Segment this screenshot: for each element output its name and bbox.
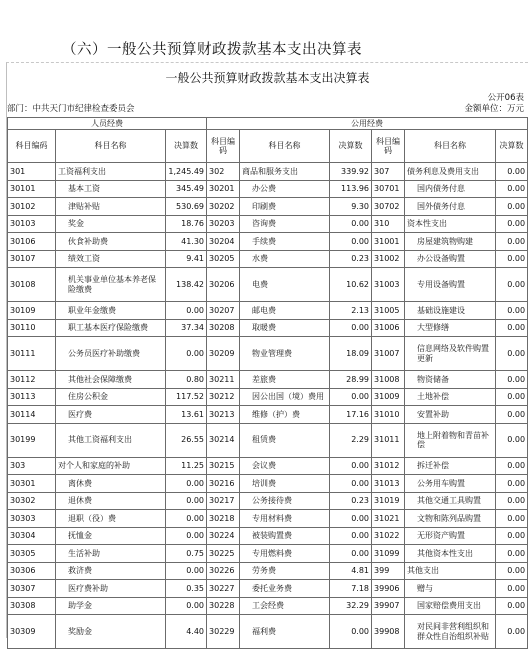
- cell-code: 30218: [207, 510, 240, 528]
- cell-amount: 345.49: [166, 180, 207, 198]
- cell-name: 奖金: [56, 215, 166, 233]
- cell-amount: 18.76: [166, 215, 207, 233]
- table-row: [8, 388, 528, 406]
- cell-name: 因公出国（境）费用: [240, 388, 330, 406]
- cell-amount: 0.00: [166, 302, 207, 320]
- cell-amount: 0.00: [166, 527, 207, 545]
- cell-name: 培训费: [240, 475, 330, 493]
- cell-code: 31013: [372, 475, 405, 493]
- cell-name: 住房公积金: [56, 388, 166, 406]
- cell-amount: 0.00: [496, 198, 528, 216]
- cell-code: 30214: [207, 423, 240, 457]
- cell-code: 30202: [207, 198, 240, 216]
- cell-code: 31002: [372, 250, 405, 268]
- cell-code: 30205: [207, 250, 240, 268]
- cell-amount: 10.62: [330, 268, 372, 302]
- cell-amount: 0.00: [496, 475, 528, 493]
- cell-name: 邮电费: [240, 302, 330, 320]
- cell-amount: 9.41: [166, 250, 207, 268]
- cell-amount: 0.00: [330, 615, 372, 649]
- cell-name: 印刷费: [240, 198, 330, 216]
- table-row: [8, 337, 528, 371]
- table-row: [8, 615, 528, 649]
- cell-amount: 0.00: [330, 233, 372, 251]
- cell-amount: 1,245.49: [166, 163, 207, 181]
- cell-amount: 18.09: [330, 337, 372, 371]
- cell-amount: 0.80: [166, 371, 207, 389]
- cell-code: 30226: [207, 562, 240, 580]
- cell-amount: 0.00: [330, 457, 372, 475]
- cell-amount: 37.34: [166, 319, 207, 337]
- table-row: [8, 492, 528, 510]
- cell-name: 公务员医疗补助缴费: [56, 337, 166, 371]
- cell-amount: 13.61: [166, 406, 207, 424]
- table-row: [8, 198, 528, 216]
- cell-name: 地上附着物和青苗补偿: [405, 423, 496, 457]
- cell-code: 30206: [207, 268, 240, 302]
- cell-name: 会议费: [240, 457, 330, 475]
- cell-name: 机关事业单位基本养老保险缴费: [56, 268, 166, 302]
- cell-name: 抚恤金: [56, 527, 166, 545]
- cell-code: 31011: [372, 423, 405, 457]
- cell-code: 30212: [207, 388, 240, 406]
- cell-code: 399: [372, 562, 405, 580]
- cell-name: 信息网络及软件购置更新: [405, 337, 496, 371]
- cell-name: 助学金: [56, 597, 166, 615]
- cell-code: 30701: [372, 180, 405, 198]
- cell-amount: 0.00: [166, 337, 207, 371]
- cell-amount: 41.30: [166, 233, 207, 251]
- cell-amount: 0.00: [166, 475, 207, 493]
- cell-code: 30225: [207, 545, 240, 563]
- cell-code: 30217: [207, 492, 240, 510]
- cell-code: 30308: [8, 597, 56, 615]
- cell-amount: 0.00: [330, 215, 372, 233]
- cell-code: 31001: [372, 233, 405, 251]
- cell-amount: 0.00: [496, 580, 528, 598]
- cell-name: 其他社会保障缴费: [56, 371, 166, 389]
- cell-code: 31021: [372, 510, 405, 528]
- cell-code: 303: [8, 457, 56, 475]
- cell-code: 301: [8, 163, 56, 181]
- cell-code: 30228: [207, 597, 240, 615]
- cell-name: 资本性支出: [405, 215, 496, 233]
- cell-code: 30110: [8, 319, 56, 337]
- cell-code: 30101: [8, 180, 56, 198]
- form-number: 公开06表: [487, 93, 524, 103]
- cell-name: 伙食补助费: [56, 233, 166, 251]
- cell-name: 劳务费: [240, 562, 330, 580]
- cell-amount: 0.00: [496, 250, 528, 268]
- col-code: 科目编码: [207, 130, 240, 163]
- cell-code: 30229: [207, 615, 240, 649]
- cell-code: 30215: [207, 457, 240, 475]
- table-row: [8, 527, 528, 545]
- cell-amount: 0.00: [496, 492, 528, 510]
- cell-name: 工会经费: [240, 597, 330, 615]
- cell-code: 30213: [207, 406, 240, 424]
- cell-amount: 0.00: [496, 268, 528, 302]
- cell-amount: 0.00: [496, 406, 528, 424]
- cell-code: 30201: [207, 180, 240, 198]
- cell-name: 绩效工资: [56, 250, 166, 268]
- cell-name: 维修（护）费: [240, 406, 330, 424]
- cell-name: 安置补助: [405, 406, 496, 424]
- cell-amount: 113.96: [330, 180, 372, 198]
- cell-code: 30307: [8, 580, 56, 598]
- cell-amount: 4.40: [166, 615, 207, 649]
- cell-name: 医疗费: [56, 406, 166, 424]
- cell-name: 其他交通工具购置: [405, 492, 496, 510]
- cell-name: 国内债务付息: [405, 180, 496, 198]
- cell-code: 39906: [372, 580, 405, 598]
- page-heading: （六）一般公共预算财政拨款基本支出决算表: [62, 42, 362, 58]
- col-code: 科目编码: [8, 130, 56, 163]
- sheet-title: 一般公共预算财政拨款基本支出决算表: [165, 71, 370, 85]
- cell-code: 30107: [8, 250, 56, 268]
- cell-amount: 0.00: [496, 302, 528, 320]
- cell-name: 救济费: [56, 562, 166, 580]
- cell-name: 差旅费: [240, 371, 330, 389]
- col-amount: 决算数: [330, 130, 372, 163]
- cell-amount: 0.00: [166, 492, 207, 510]
- cell-amount: 0.00: [330, 527, 372, 545]
- cell-name: 退职（役）费: [56, 510, 166, 528]
- cell-code: 31019: [372, 492, 405, 510]
- cell-name: 退休费: [56, 492, 166, 510]
- cell-amount: 0.23: [330, 250, 372, 268]
- cell-code: 30301: [8, 475, 56, 493]
- cell-name: 文物和陈列品购置: [405, 510, 496, 528]
- cell-name: 取暖费: [240, 319, 330, 337]
- cell-code: 30111: [8, 337, 56, 371]
- table-row: [8, 215, 528, 233]
- cell-name: 办公费: [240, 180, 330, 198]
- cell-code: 30216: [207, 475, 240, 493]
- cell-name: 公务用车购置: [405, 475, 496, 493]
- cell-code: 30211: [207, 371, 240, 389]
- cell-amount: 0.75: [166, 545, 207, 563]
- table-row: [8, 302, 528, 320]
- cell-amount: 2.29: [330, 423, 372, 457]
- table-row: [8, 475, 528, 493]
- table-row: [8, 597, 528, 615]
- cell-name: 房屋建筑物购建: [405, 233, 496, 251]
- col-name: 科目名称: [240, 130, 330, 163]
- cell-code: 31007: [372, 337, 405, 371]
- cell-name: 工资福利支出: [56, 163, 166, 181]
- cell-code: 30199: [8, 423, 56, 457]
- cell-code: 30208: [207, 319, 240, 337]
- cell-name: 医疗费补助: [56, 580, 166, 598]
- cell-amount: 28.99: [330, 371, 372, 389]
- cell-code: 31003: [372, 268, 405, 302]
- cell-amount: 0.00: [496, 319, 528, 337]
- cell-name: 物资储备: [405, 371, 496, 389]
- cell-amount: 0.00: [166, 510, 207, 528]
- cell-code: 39907: [372, 597, 405, 615]
- cell-code: 307: [372, 163, 405, 181]
- table-row: [8, 233, 528, 251]
- cell-name: 专用燃料费: [240, 545, 330, 563]
- cell-name: 土地补偿: [405, 388, 496, 406]
- cell-code: 30207: [207, 302, 240, 320]
- group-personnel: 人员经费: [8, 118, 207, 130]
- cell-name: 手续费: [240, 233, 330, 251]
- cell-amount: 0.00: [496, 423, 528, 457]
- cell-amount: 0.00: [496, 562, 528, 580]
- cell-amount: 0.00: [496, 527, 528, 545]
- group-public: 公用经费: [207, 118, 528, 130]
- cell-amount: 339.92: [330, 163, 372, 181]
- cell-name: 被装购置费: [240, 527, 330, 545]
- cell-name: 拆迁补偿: [405, 457, 496, 475]
- table-row: [8, 180, 528, 198]
- cell-amount: 0.00: [166, 597, 207, 615]
- cell-code: 30203: [207, 215, 240, 233]
- spreadsheet-sheet: [6, 62, 528, 641]
- table-row: [8, 250, 528, 268]
- cell-amount: 26.55: [166, 423, 207, 457]
- cell-amount: 0.00: [330, 475, 372, 493]
- table-row: [8, 580, 528, 598]
- cell-code: 30224: [207, 527, 240, 545]
- cell-amount: 0.00: [166, 562, 207, 580]
- cell-amount: 0.00: [496, 457, 528, 475]
- cell-code: 30112: [8, 371, 56, 389]
- cell-name: 津贴补贴: [56, 198, 166, 216]
- cell-code: 39908: [372, 615, 405, 649]
- cell-amount: 117.52: [166, 388, 207, 406]
- cell-code: 30227: [207, 580, 240, 598]
- cell-amount: 0.00: [496, 510, 528, 528]
- cell-name: 奖励金: [56, 615, 166, 649]
- group-header-row: [8, 118, 528, 130]
- cell-name: 生活补助: [56, 545, 166, 563]
- table-row: [8, 371, 528, 389]
- cell-amount: 0.00: [496, 163, 528, 181]
- cell-name: 大型修缮: [405, 319, 496, 337]
- cell-code: 30305: [8, 545, 56, 563]
- cell-code: 30113: [8, 388, 56, 406]
- cell-amount: 0.00: [330, 510, 372, 528]
- cell-code: 30702: [372, 198, 405, 216]
- table-row: [8, 268, 528, 302]
- table-row: [8, 457, 528, 475]
- cell-amount: 0.35: [166, 580, 207, 598]
- cell-code: 30114: [8, 406, 56, 424]
- cell-name: 赠与: [405, 580, 496, 598]
- table-row: [8, 545, 528, 563]
- cell-amount: 0.00: [330, 545, 372, 563]
- cell-name: 公务接待费: [240, 492, 330, 510]
- cell-code: 30209: [207, 337, 240, 371]
- table-row: [8, 423, 528, 457]
- cell-name: 无形资产购置: [405, 527, 496, 545]
- cell-code: 30102: [8, 198, 56, 216]
- cell-name: 专用设备购置: [405, 268, 496, 302]
- cell-code: 30108: [8, 268, 56, 302]
- cell-code: 30109: [8, 302, 56, 320]
- cell-name: 物业管理费: [240, 337, 330, 371]
- cell-name: 租赁费: [240, 423, 330, 457]
- cell-name: 国外债务付息: [405, 198, 496, 216]
- table-row: [8, 562, 528, 580]
- cell-code: 31010: [372, 406, 405, 424]
- cell-name: 商品和服务支出: [240, 163, 330, 181]
- table-row: [8, 406, 528, 424]
- cell-code: 31008: [372, 371, 405, 389]
- cell-name: 对个人和家庭的补助: [56, 457, 166, 475]
- cell-code: 310: [372, 215, 405, 233]
- cell-amount: 17.16: [330, 406, 372, 424]
- col-amount: 决算数: [496, 130, 528, 163]
- cell-amount: 0.00: [496, 337, 528, 371]
- cell-name: 离休费: [56, 475, 166, 493]
- cell-code: 30103: [8, 215, 56, 233]
- cell-code: 30306: [8, 562, 56, 580]
- cell-name: 其他支出: [405, 562, 496, 580]
- col-name: 科目名称: [405, 130, 496, 163]
- cell-amount: 0.00: [330, 388, 372, 406]
- cell-name: 专用材料费: [240, 510, 330, 528]
- cell-amount: 0.00: [496, 545, 528, 563]
- cell-name: 电费: [240, 268, 330, 302]
- cell-code: 31012: [372, 457, 405, 475]
- cell-amount: 0.23: [330, 492, 372, 510]
- cell-name: 委托业务费: [240, 580, 330, 598]
- cell-name: 其他资本性支出: [405, 545, 496, 563]
- cell-amount: 11.25: [166, 457, 207, 475]
- cell-code: 31006: [372, 319, 405, 337]
- cell-amount: 32.29: [330, 597, 372, 615]
- cell-code: 30302: [8, 492, 56, 510]
- cell-name: 办公设备购置: [405, 250, 496, 268]
- cell-name: 水费: [240, 250, 330, 268]
- budget-table: [7, 117, 528, 649]
- cell-amount: 7.18: [330, 580, 372, 598]
- cell-code: 31099: [372, 545, 405, 563]
- cell-code: 31005: [372, 302, 405, 320]
- cell-code: 31022: [372, 527, 405, 545]
- table-row: [8, 510, 528, 528]
- cell-code: 30303: [8, 510, 56, 528]
- cell-amount: 4.81: [330, 562, 372, 580]
- cell-name: 国家赔偿费用支出: [405, 597, 496, 615]
- cell-name: 债务利息及费用支出: [405, 163, 496, 181]
- cell-code: 30204: [207, 233, 240, 251]
- cell-name: 对民间非营利组织和群众性自治组织补贴: [405, 615, 496, 649]
- cell-amount: 530.69: [166, 198, 207, 216]
- cell-code: 31009: [372, 388, 405, 406]
- cell-amount: 0.00: [496, 388, 528, 406]
- cell-name: 其他工资福利支出: [56, 423, 166, 457]
- cell-code: 30309: [8, 615, 56, 649]
- table-row: [8, 163, 528, 181]
- cell-amount: 0.00: [496, 180, 528, 198]
- cell-amount: 0.00: [496, 233, 528, 251]
- cell-amount: 0.00: [330, 319, 372, 337]
- cell-amount: 0.00: [496, 597, 528, 615]
- cell-name: 职业年金缴费: [56, 302, 166, 320]
- cell-name: 福利费: [240, 615, 330, 649]
- cell-amount: 9.30: [330, 198, 372, 216]
- col-code: 科目编码: [372, 130, 405, 163]
- cell-amount: 0.00: [496, 215, 528, 233]
- table-row: [8, 319, 528, 337]
- department-label: 部门：中共天门市纪律检查委员会: [7, 104, 135, 114]
- column-header-row: [8, 130, 528, 163]
- cell-name: 基本工资: [56, 180, 166, 198]
- cell-code: 30304: [8, 527, 56, 545]
- col-name: 科目名称: [56, 130, 166, 163]
- cell-name: 基础设施建设: [405, 302, 496, 320]
- cell-amount: 2.13: [330, 302, 372, 320]
- unit-label: 金额单位：万元: [464, 104, 524, 114]
- cell-name: 咨询费: [240, 215, 330, 233]
- cell-code: 30106: [8, 233, 56, 251]
- cell-amount: 138.42: [166, 268, 207, 302]
- cell-amount: 0.00: [496, 615, 528, 649]
- col-amount: 决算数: [166, 130, 207, 163]
- cell-amount: 0.00: [496, 371, 528, 389]
- cell-code: 302: [207, 163, 240, 181]
- cell-name: 职工基本医疗保险缴费: [56, 319, 166, 337]
